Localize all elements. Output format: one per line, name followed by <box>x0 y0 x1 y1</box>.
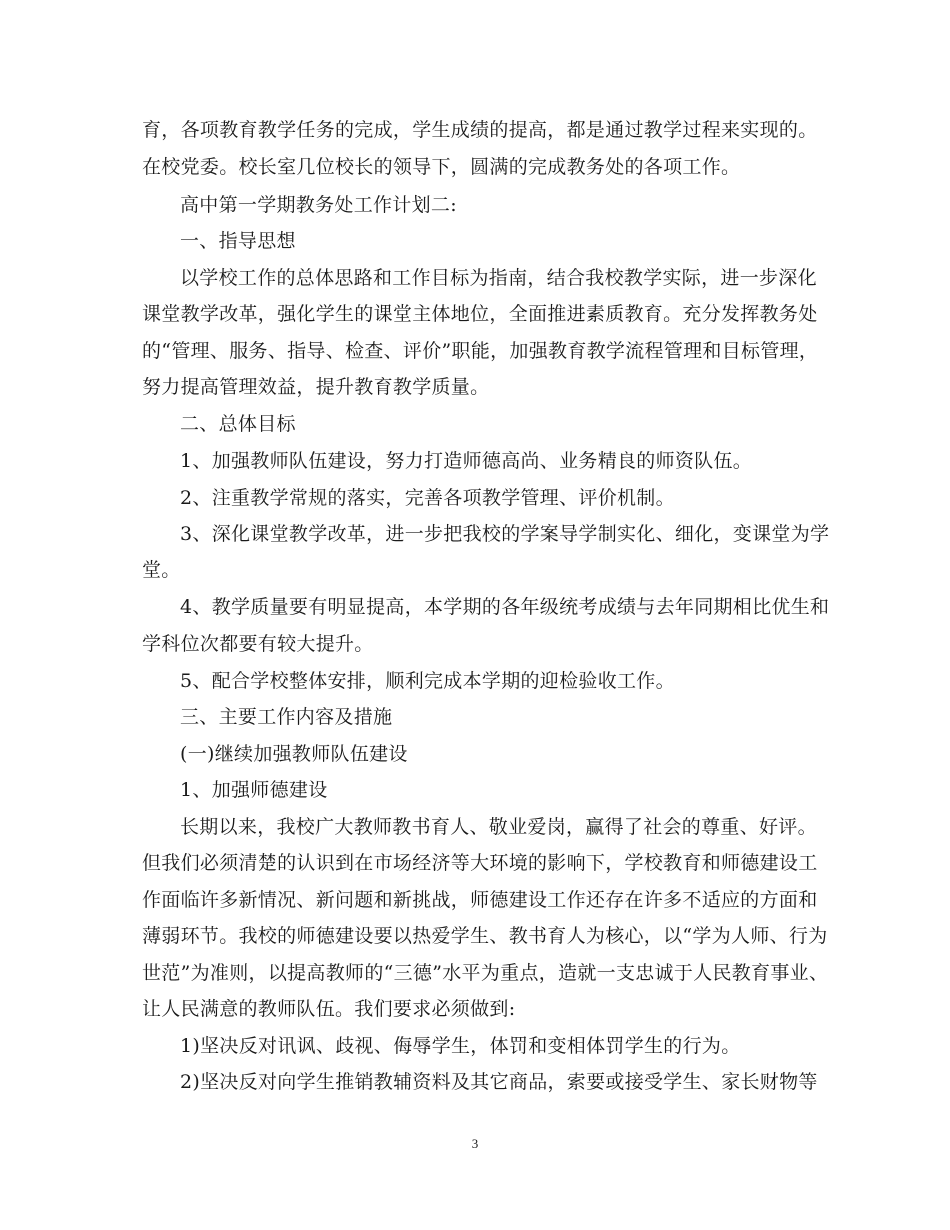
section-heading: 高中第一学期教务处工作计划二: <box>180 194 457 216</box>
list-item: 1)坚决反对讯讽、歧视、侮辱学生，体罚和变相体罚学生的行为。 <box>180 1035 741 1057</box>
text-line: 在校党委。校长室几位校长的领导下，圆满的完成教务处的各项工作。 <box>142 156 741 178</box>
list-item: 4、教学质量要有明显提高，本学期的各年级统考成绩与去年同期相比优生和 <box>180 596 830 618</box>
section-heading: 一、指导思想 <box>180 230 296 252</box>
text-line: 长期以来，我校广大教师教书育人、敬业爱岗，赢得了社会的尊重、好评。 <box>180 816 817 838</box>
list-item: 1、加强教师队伍建设，努力打造师德高尚、业务精良的师资队伍。 <box>180 450 753 472</box>
text-line: 的“管理、服务、指导、检查、评价”职能，加强教育教学流程管理和目标管理， <box>142 340 819 362</box>
text-line: 以学校工作的总体思路和工作目标为指南，结合我校教学实际，进一步深化 <box>180 267 817 289</box>
subsection-heading: (一)继续加强教师队伍建设 <box>180 743 408 765</box>
list-item: 5、配合学校整体安排，顺利完成本学期的迎检验收工作。 <box>180 670 675 692</box>
text-line: 课堂教学改革，强化学生的课堂主体地位，全面推进素质教育。充分发挥教务处 <box>142 303 818 325</box>
text-line: 薄弱环节。我校的师德建设要以热爱学生、教书育人为核心，以“学为人师、行为 <box>142 925 828 947</box>
text-line: 世范”为准则，以提高教师的“三德”水平为重点，造就一支忠诚于人民教育事业、 <box>142 962 829 984</box>
subsection-heading: 1、加强师德建设 <box>180 779 328 801</box>
text-line: 但我们必须清楚的认识到在市场经济等大环境的影响下，学校教育和师德建设工 <box>142 852 818 874</box>
list-item: 2、注重教学常规的落实，完善各项教学管理、评价机制。 <box>180 487 675 509</box>
page-number: 3 <box>471 1136 479 1151</box>
list-item: 2)坚决反对向学生推销教辅资料及其它商品，索要或接受学生、家长财物等 <box>180 1071 818 1093</box>
text-line: 育，各项教育教学任务的完成，学生成绩的提高，都是通过教学过程来实现的。 <box>142 119 818 141</box>
text-line: 努力提高管理效益，提升教育教学质量。 <box>142 376 490 398</box>
text-line: 作面临许多新情况、新问题和新挑战，师德建设工作还存在许多不适应的方面和 <box>142 889 818 911</box>
text-line: 学科位次都要有较大提升。 <box>142 633 374 655</box>
text-line: 堂。 <box>142 559 181 581</box>
section-heading: 三、主要工作内容及措施 <box>180 706 393 728</box>
list-item: 3、深化课堂教学改革，进一步把我校的学案导学制实化、细化，变课堂为学 <box>180 523 830 545</box>
section-heading: 二、总体目标 <box>180 413 296 435</box>
text-line: 让人民满意的教师队伍。我们要求必须做到: <box>142 998 516 1020</box>
